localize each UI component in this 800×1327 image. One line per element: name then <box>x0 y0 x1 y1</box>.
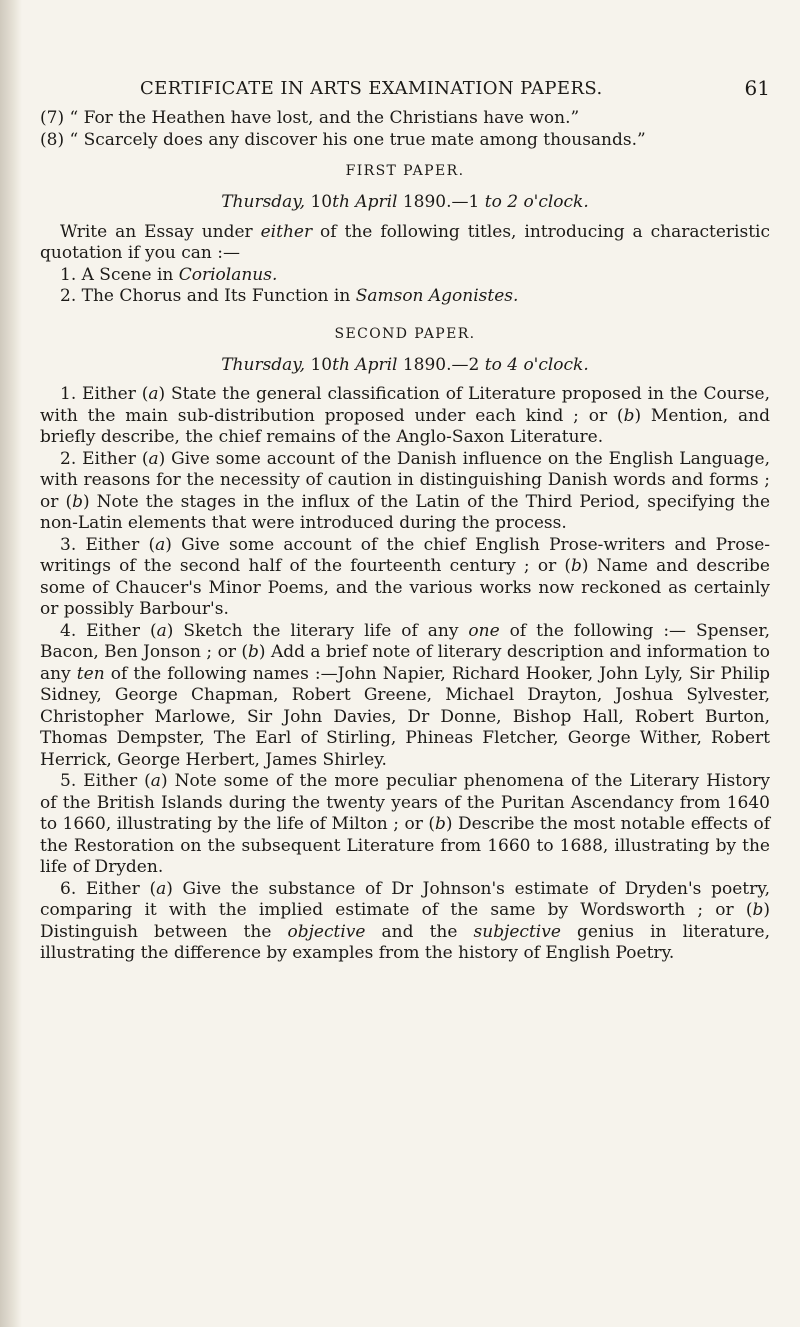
q-option: a <box>156 620 167 641</box>
essay-title-2 <box>40 286 770 308</box>
essay-instruction <box>40 222 770 265</box>
q-emphasis: objective <box>287 921 366 942</box>
carryover-item-8: (8) “ Scarcely does any discover his one true mate among thousands.” <box>40 129 646 150</box>
q-emphasis: one <box>468 620 500 641</box>
q-option: b <box>434 814 446 834</box>
q-text: ) Give some account of the Danish influence on the English Language, with reasons for the necessity of caution in distinguishing Danish words and forms ; or ( <box>40 448 770 512</box>
dateline-year: 1890.—2 <box>397 354 485 375</box>
q-emphasis: ten <box>76 663 105 684</box>
q-text: 3. Either ( <box>60 534 156 555</box>
second-paper-dateline <box>40 355 770 377</box>
carryover-item-7: (7) “ For the Heathen have lost, and the Christians have won.” <box>40 108 580 128</box>
q-option: b <box>623 405 635 426</box>
q-option: b <box>752 900 764 920</box>
exam-page <box>40 78 770 965</box>
q-text: ) Note the stages in the influx of the Latin of the Third Period, specifying the non-Latin elements that were introduced during the process. <box>40 491 770 533</box>
q-text: ) Name and describe some of Chaucer's Minor Poems, and the various works now reckoned as certainly or possibly Barbour's. <box>40 556 770 619</box>
title-2-text: 2. The Chorus and Its Function in <box>60 286 356 306</box>
q-option: b <box>72 491 83 512</box>
q-option: a <box>148 448 159 469</box>
dateline-time: to 4 o'clock. <box>484 354 589 375</box>
q-text: ) Distinguish between the <box>40 900 770 942</box>
question-3 <box>40 535 770 621</box>
q-text: 1. Either ( <box>60 384 149 404</box>
first-paper-dateline <box>40 192 770 214</box>
q-option: b <box>248 642 259 662</box>
question-4 <box>40 621 770 772</box>
q-text: 4. Either ( <box>60 620 157 641</box>
q-text: ) Sketch the literary life of any <box>166 620 469 641</box>
q-text: 2. Either ( <box>60 448 149 469</box>
dateline-month: th April <box>332 192 398 212</box>
q-option: a <box>148 384 159 404</box>
q-option: a <box>156 878 167 899</box>
q-text: ) Note some of the more peculiar phenomena of the Literary History of the British Islands during the twenty years of the Puritan Ascendancy from 1640 to 1660, illustrating by the life of Milton ; or ( <box>40 771 770 834</box>
q-emphasis: subjective <box>473 921 561 942</box>
title-2-work: Samson Agonistes. <box>355 286 519 306</box>
q-text: ) State the general classification of Literature proposed in the Course, with the main sub-distribution proposed under each kind ; or ( <box>40 384 770 426</box>
page-number: 61 <box>744 76 770 100</box>
question-6 <box>40 879 770 965</box>
title-1-text: 1. A Scene in <box>60 264 179 285</box>
question-2 <box>40 449 770 535</box>
q-text: 5. Either ( <box>60 771 151 791</box>
question-5 <box>40 771 770 879</box>
dateline-day: Thursday, <box>221 192 306 212</box>
dateline-day: Thursday, <box>221 354 306 375</box>
q-option: a <box>155 534 166 555</box>
question-1 <box>40 384 770 449</box>
first-paper-heading: FIRST PAPER. <box>345 163 465 179</box>
dateline-month: th April <box>332 354 398 375</box>
q-text: ) Give some account of the chief English Prose-writers and Prose-writings of the second half of the fourteenth century ; or ( <box>40 534 770 576</box>
q-text: ) Mention, and briefly describe, the chief remains of the Anglo-Saxon Literature. <box>40 405 770 447</box>
q-text: of the following :— Spenser, Bacon, Ben Jonson ; or ( <box>40 620 770 662</box>
q-text: of the following names :—John Napier, Richard Hooker, John Lyly, Sir Philip Sidney, George Chapman, Robert Greene, Michael Drayton, Joshua Sylvester, Christopher Marlowe, Sir John Davies, Dr Donne, Bishop Hall, Robert Burton, Thomas Dempster, The Earl of Stirling, Phineas Fletcher, George Wither, Robert Herrick, George Herbert, James Shirley. <box>40 663 771 770</box>
q-text: ) Add a brief note of literary description and information to any <box>40 642 770 684</box>
q-option: a <box>150 771 161 791</box>
dateline-num: 10 <box>305 192 333 212</box>
dateline-num: 10 <box>305 354 333 375</box>
dateline-year: 1890.—1 <box>397 192 485 212</box>
title-1-work: Coriolanus. <box>178 264 278 285</box>
instruction-text: Write an Essay under <box>60 221 261 242</box>
q-text: ) Give the substance of Dr Johnson's estimate of Dryden's poetry, comparing it with the implied estimate of the same by Wordsworth ; or ( <box>40 878 770 920</box>
second-paper-heading: SECOND PAPER. <box>334 325 476 342</box>
q-text: genius in literature, illustrating the difference by examples from the history of English Poetry. <box>40 921 770 963</box>
q-option: b <box>571 556 582 576</box>
q-text: and the <box>365 921 474 942</box>
book-spine-shadow <box>0 0 22 1327</box>
running-title: CERTIFICATE IN ARTS EXAMINATION PAPERS. <box>140 78 603 99</box>
q-text: ) Describe the most notable effects of the Restoration on the subsequent Literature from 1660 to 1688, illustrating by the life of Dryden. <box>40 814 770 877</box>
dateline-time: to 2 o'clock. <box>484 192 589 212</box>
instruction-text-end: of the following titles, introducing a characteristic quotation if you can :— <box>40 221 770 263</box>
q-text: 6. Either ( <box>60 878 157 899</box>
instruction-emphasis: either <box>260 221 313 242</box>
running-head <box>140 78 770 108</box>
essay-title-1 <box>40 265 770 287</box>
